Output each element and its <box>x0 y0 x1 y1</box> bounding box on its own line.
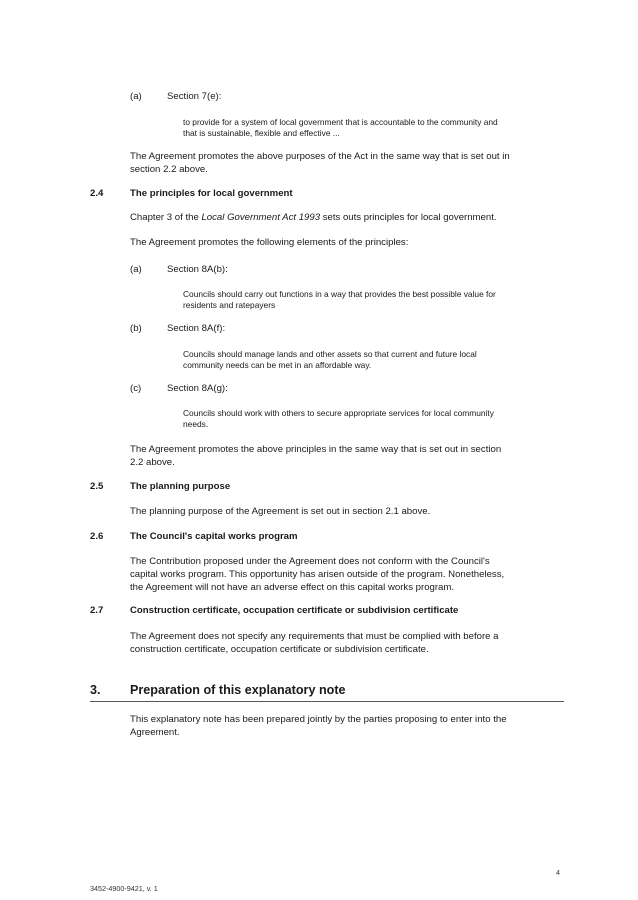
body-line: The Agreement does not specify any requirements that must be complied with before a <box>130 631 499 642</box>
item-title: Section 7(e): <box>167 91 222 102</box>
item-title: Section 8A(b): <box>167 264 228 275</box>
body-line <box>130 212 497 225</box>
quote-line: needs. <box>183 419 209 429</box>
section-number: 3. <box>90 683 101 697</box>
body-line: The Agreement promotes the following elements of the principles: <box>130 237 409 248</box>
quote-line: Councils should carry out functions in a way that provides the best possible value for <box>183 289 496 299</box>
section-heading: The principles for local government <box>130 188 293 199</box>
item-label: (c) <box>130 383 142 394</box>
body-line: The Agreement promotes the above principles in the same way that is set out in section <box>130 444 502 455</box>
body-line: capital works program. This opportunity has arisen outside of the program. Nonetheless, <box>130 569 505 580</box>
quote-line: to provide for a system of local government that is accountable to the community and <box>183 117 498 127</box>
item-title: Section 8A(f): <box>167 323 226 334</box>
body-line: the Agreement will not have an adverse effect on this capital works program. <box>130 582 455 593</box>
item-label: (a) <box>130 264 142 275</box>
item-label: (b) <box>130 323 142 334</box>
document-reference: 3452-4900-9421, v. 1 <box>90 884 158 893</box>
heading-rule <box>90 701 564 702</box>
body-line: The Contribution proposed under the Agreement does not conform with the Council's <box>130 556 490 567</box>
quote-line: Councils should work with others to secure appropriate services for local community <box>183 408 494 418</box>
section-number: 2.5 <box>90 481 104 492</box>
section-number: 2.6 <box>90 531 104 542</box>
section-heading: The planning purpose <box>130 481 231 492</box>
section-number: 2.7 <box>90 605 104 616</box>
body-line: The Agreement promotes the above purposes of the Act in the same way that is set out in <box>130 151 510 162</box>
section-heading: Preparation of this explanatory note <box>130 683 346 697</box>
intro-post: sets outs principles for local government. <box>320 212 497 223</box>
section-heading: The Council's capital works program <box>130 531 298 542</box>
quote-line: residents and ratepayers <box>183 300 276 310</box>
body-line: Agreement. <box>130 727 180 738</box>
page-number: 4 <box>556 868 560 877</box>
body-line: This explanatory note has been prepared jointly by the parties proposing to enter into the <box>130 714 507 725</box>
quote-line: Councils should manage lands and other assets so that current and future local <box>183 349 477 359</box>
section-number: 2.4 <box>90 188 104 199</box>
item-title: Section 8A(g): <box>167 383 228 394</box>
quote-line: community needs can be met in an affordable way. <box>183 360 372 370</box>
item-label: (a) <box>130 91 142 102</box>
body-line: The planning purpose of the Agreement is set out in section 2.1 above. <box>130 506 431 517</box>
body-line: construction certificate, occupation certificate or subdivision certificate. <box>130 644 429 655</box>
act-title: Local Government Act 1993 <box>201 212 321 223</box>
intro-pre: Chapter 3 of the <box>130 212 202 223</box>
body-line: section 2.2 above. <box>130 164 208 175</box>
section-heading: Construction certificate, occupation certificate or subdivision certificate <box>130 605 459 616</box>
body-line: 2.2 above. <box>130 457 175 468</box>
quote-line: that is sustainable, flexible and effective ... <box>183 128 340 138</box>
